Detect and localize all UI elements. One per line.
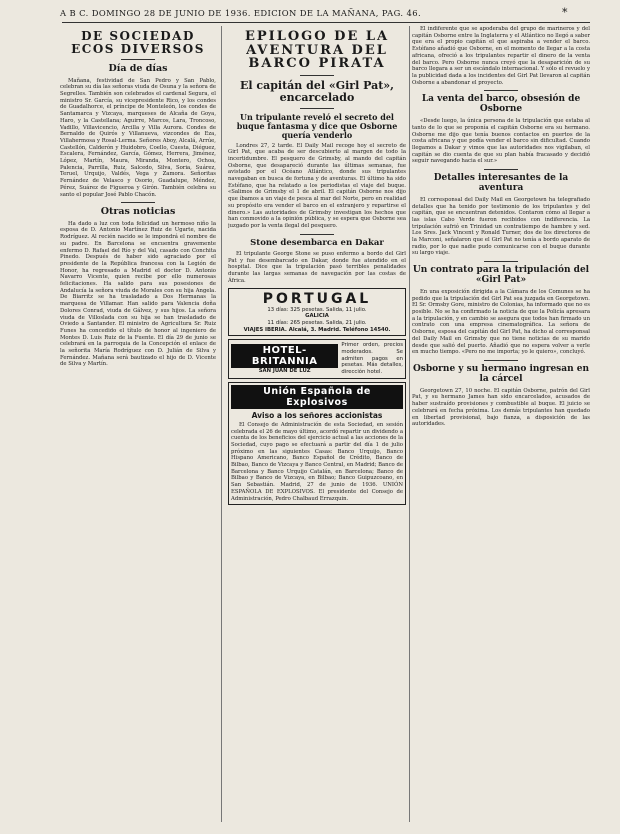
ad-hotel-location: SAN JUAN DE LUZ [258,367,311,374]
ad-portugal [228,288,406,337]
ad-hotel [228,339,406,379]
ad-union-title: Unión Española de Explosivos [231,385,403,409]
article-osborne: Georgetown 27, 10 noche. El capitán Osborne, patrón del Girl Pat, y su hermano James han sido encarcelados, acusados de haber sustraído provisiones y combustible al buque. El juicio se celebrará en fecha próxima. Los demás tripulantes han quedado en libertad provisional, bajo fianza, a disposición de las autoridades. [412,387,590,428]
ad-hotel-name [231,344,338,375]
subheading-contrato: Un contrato para la tripulación del «Girl Pat» [412,265,590,286]
subheading-osborne: Osborne y su hermano ingresan en la cárcel [412,363,590,384]
divider [121,202,155,203]
ad-hotel-text: Primer orden, precios moderados. Se admiten pagos en pesetas. Más detalles, dirección hotel. [341,342,403,376]
subheading-stone: Stone desembarca en Dakar [250,237,384,248]
ad-portugal-line: 11 días: 265 pesetas. Salida, 21 julio. [267,319,367,326]
header-rule [62,22,590,23]
divider [300,234,334,235]
ad-hotel-title: HOTEL-BRITANNIA [231,344,338,368]
subhead: El capitán del «Girl Pat», encarcelado [240,78,394,105]
article-otras: Ha dado a luz con toda felicidad un hermoso niño la esposa de D. Antonio Martínez Ruiz de Ugarte, nacida Rodríguez. Al recién nacido se le impondrá el nombre de su padre. En Barcelona se encuentra gravemente enfermo D. Rafael del Río y del Val, casado con Conchita Pinedo. Después de haber sido agraciado por el presidente de la República francesa con la Legión de Honor, ha regresado a Madrid el doctor D. Antonio Navarro Vicente, quien recibe por ello numerosas felicitaciones. Ha salido para sus posesiones de Andalucía la señora viuda de Morales con su hija Angela. De Biarritz se ha trasladado a Dos Hermanas la marquesa de Villamar. Han salido para Valencia doña Dolores Conrad, viuda de Gálvez, y sus hijos. La señora viuda de Villoslada con su hija se han trasladado de Oviedo a Santander. El ministro de Agricultura Sr. Ruiz Funes ha concedido el título de honor al ingeniero de Montes D. Luis Ruiz de la Fuente. El día 29 de junio se celebrará en la parroquia de la Concepción el enlace de la señorita María Rodríguez con D. Julián de Silva y Fernández. Mañana será bautizado el hijo de D. Vicente de Silva y Martín. [60,220,216,368]
ad-portugal-line: 13 días: 325 pesetas. Salida, 11 julio. [267,306,367,313]
article-dias: Mañana, festividad de San Pedro y San Pablo, celebran su día las señoras viuda de Osuna y la señora de Segrelles. También son celebrados el cardenal Segura, el ministro Sr. García, su vicepresidente Rico, y los condes de Guadalhorce, el príncipe de Monteleón, los condes de Santamarca y Vizcaya, marqueses de Alcaña de Goya, Haro, y la Castellana; Aguirre, Marcos, Lara, Troncoso, Vadillo, Villavicencio, Arcilla y Villa Aurora. Condes de Bernaldo de Quirós y Villanueva, vizcondes de Eza, Villahermosa y Rosal-Lerma. Señores Aboy, Alcalá, Arrúe, Castellón, Calderón y Huidobro, Coello, Cuesta, Diéguez, Escalera, Fernández, García, Gómez, Herrera, Jiménez, López, Martín, Maura, Miranda, Montero, Ochoa, Palencia, Parrilla, Ruiz, Salcedo, Silva, Soria, Suárez, Teruel, Urquijo, Valdés, Vega y Zamora. Señoritas Fernández de Velasco y Osorio, Guadalupe, Méndez, Pérez, Suárez de Figueroa y Girón. También celebra su santo el popular José Pablo Chacón. [60,77,216,198]
article-intro: El indiferente que se apoderaba del grupo de marineros y del capitán Osborne entre la Inglaterra y el Atlántico no llegó a saber que era el propio capitán el que aspiraba a vender el barco. Estéfano añadió que Osborne, en el momento de llegar a la costa africana, ofreció a los tripulantes repartir el dinero de la venta del barco. Pero Osborne nunca creyó que la desaparición de su barco llegara a ser un escándalo internacional. Y sólo el revuelo y la publicidad dada a los incidentes del Girl Pat llevaron al capitán Osborne a abandonar el proyecto. [412,26,590,86]
divider [484,169,518,170]
ad-union-text: El Consejo de Administración de esta Sociedad, en sesión celebrada el 26 de mayo último, acordó repartir un dividendo a cuenta de los beneficios del ejercicio actual a las acciones de la Sociedad, cuyo pago se efectuará a partir del día 1 de julio próximo en las siguientes Casas: Banco Urquijo, Banco Hispano Americano, Banco Español de Crédito, Banco de Bilbao, Banco de Vizcaya y Banco Central, en Madrid; Banco de Barcelona y Banco Urquijo Catalán, en Barcelona; Banco de Bilbao y Banco de Vizcaya, en Bilbao; Banco Guipuzcoano, en San Sebastián. Madrid, 27 de junio de 1936. UNIÓN ESPAÑOLA DE EXPLOSIVOS. El presidente del Consejo de Administración, Pedro Chalbaud Errazquin. [231,421,403,502]
article-pirate: Londres 27, 2 tarde. El Daily Mail recoge hoy el secreto de Girl Pat, que acaba de ser descubierto al margen de todo la incertidumbre. El pesquero de Grimsby, al mando del capitán Osborne, que desapareció durante las últimas semanas, fue avistado por el Océano Atlántico, donde sus tripulantes navegaban en busca de fortuna y de aventuras. El último ha sido Estéfano, que ha relatado a los periodistas el viaje del buque. «Salimos de Grimsby el 1 de abril. El capitán Osborne nos dijo que íbamos a un viaje de pesca al mar del Norte, pero en realidad su propósito era vender el barco en el extranjero y repartirse el dinero.» Las autoridades de Grimsby investigan los hechos que han conmovido a la opinión pública, y se espera que Osborne sea juzgado por la venta ilegal del pesquero. [228,142,406,229]
header-mark: * [562,6,568,19]
subheading-otras: Otras noticias [100,206,176,218]
main-headline: EPILOGO DE LA AVENTURA DEL BARCO PIRATA [244,29,390,72]
column-pirate-ship [228,26,406,824]
divider [300,108,334,109]
article-contrato: En una exposición dirigida a la Cámara de los Comunes se ha pedido que la tripulación del Girl Pat sea juzgada en Georgetown. El Sr. Ormsby Gore, ministro de Colonias, ha informado que no es posible. No se ha confirmado la noticia de que la Policía apresara a la tripulación, y en cambio se asegura que todos han firmado un contrato con una empresa cinematográfica. La señora de Osborne, esposa del capitán del Girl Pat, ha dicho al corresponsal del Daily Mail en Grimsby que no tiene noticias de su marido desde que salió del puerto. Añadió que no espera volver a verle en mucho tiempo. «Pero no me importa; yo le quiero», concluyó. [412,288,590,356]
subheading-detalles: Detalles interesantes de la aventura [433,173,569,193]
column-pirate-continued [412,26,590,824]
divider [121,59,155,60]
ad-portugal-title: PORTUGAL [262,290,372,307]
ad-union-subtitle: Aviso a los señores accionistas [251,410,383,420]
ad-union-explosivos [228,382,406,505]
ad-portugal-line: GALICIA [305,313,329,320]
section-title: DE SOCIEDAD ECOS DIVERSOS [71,29,205,56]
subheading-venta: La venta del barco, obsesión de Osborne [421,94,581,115]
column-divider [221,26,222,822]
article-venta: «Desde luego, la única persona de la tripulación que estaba al tanto de lo que se proponía el capitán Osborne era su hermano. Osborne me dijo que tenía buenos contactos en puertos de la costa africana y que podía vender el barco sin dificultad. Cuando llegamos a Dakar y vimos que las autoridades nos vigilaban, el capitán se dio cuenta de que su plan había fracasado y decidió seguir navegando hacia el sur.» [412,118,590,165]
subheading-dias: Día de días [108,63,168,75]
column-divider [409,26,410,822]
article-detalles: El corresponsal del Daily Mail en Georgetown ha telegrafiado detalles que ha tenido por testimonio de los tripulantes y del capitán, que se encuentran detenidos. Contaron cómo al llegar a las islas Cabo Verde fueron recibidos con indiferencia. La tripulación sufrió en Trinidad un contratiempo de hambre y sed. Los Sres. Jack Vincent y Ronald Turner, dos de los directores de la Marconi, señalaron que el Girl Pat no tenía a bordo aparato de radio, por lo que nadie pudo comunicarse con el buque durante su largo viaje. [412,196,590,257]
article-stone: El tripulante George Stone se puso enfermo a bordo del Girl Pat y fue desembarcado en Dakar, donde fue atendido en el hospital. Dice que la tripulación pasó terribles penalidades durante las largas semanas de navegación por las costas de África. [228,250,406,284]
ad-portugal-line: VIAJES IBERIA. Alcalá, 3. Madrid. Teléfono 14540. [243,326,391,333]
divider [484,360,518,361]
divider [484,90,518,91]
divider [300,75,334,76]
page-header: A B C. DOMINGO 28 DE JUNIO DE 1936. EDICION DE LA MAÑANA, PAG. 46. [60,8,422,18]
column-society [60,26,216,824]
divider [484,261,518,262]
deck: Un tripulante reveló el secreto del buque fantasma y dice que Osborne quería venderlo [236,112,398,140]
